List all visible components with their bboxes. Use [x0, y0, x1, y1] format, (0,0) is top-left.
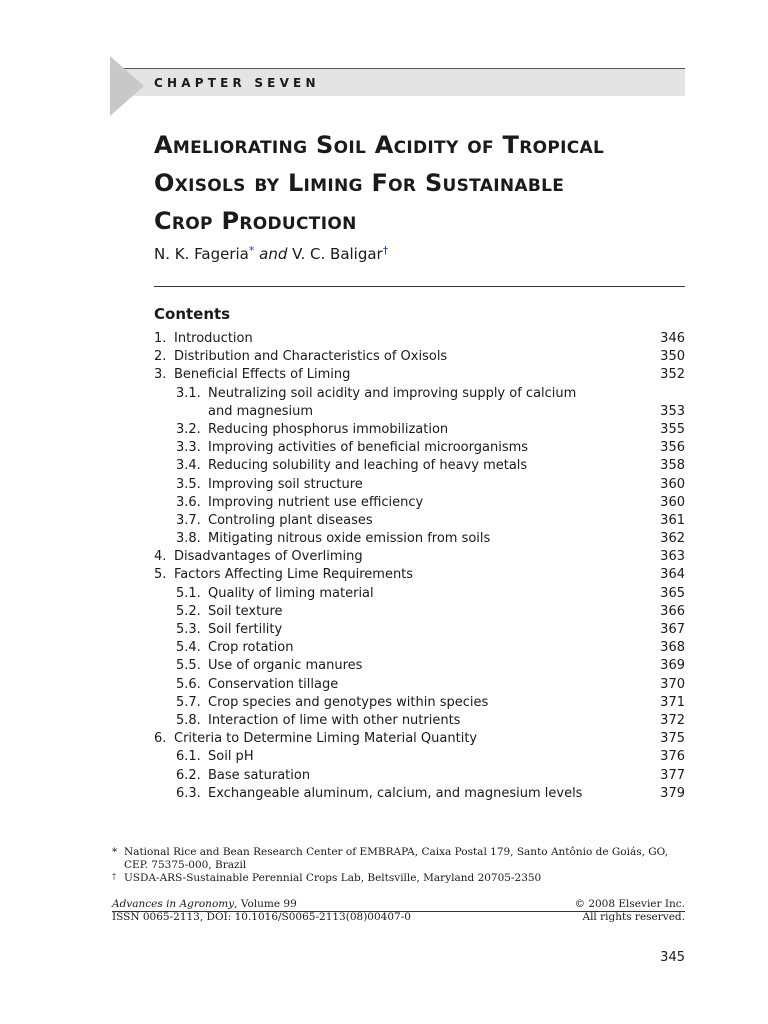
- article-title: [154, 126, 694, 240]
- toc-entry-label: Interaction of lime with other nutrients: [208, 712, 461, 728]
- chapter-label: CHAPTER SEVEN: [154, 76, 320, 90]
- toc-entry-number: 3.6.: [176, 494, 201, 510]
- toc-entry-label: Criteria to Determine Liming Material Quantity: [174, 731, 478, 747]
- toc-entry-number: 4.: [154, 549, 167, 565]
- toc-entry: [154, 767, 685, 785]
- journal-volume: , Volume 99: [234, 898, 297, 910]
- chapter-arrow-icon: [110, 56, 144, 116]
- toc-entry-number: 6.2.: [176, 767, 201, 783]
- imprint-row: [112, 898, 685, 911]
- toc-entry: [154, 730, 685, 748]
- toc-entry-number: 1.: [154, 331, 167, 346]
- toc-entry-page: 360: [660, 494, 685, 510]
- footnote-text: USDA-ARS-Sustainable Perennial Crops Lab, Beltsville, Maryland 20705-2350: [124, 872, 542, 884]
- toc-entry-label: Soil fertility: [208, 622, 283, 637]
- toc-entry: [154, 585, 685, 603]
- table-of-contents: [154, 330, 685, 803]
- toc-entry-page: 376: [660, 749, 685, 765]
- toc-entry-number: 3.7.: [176, 512, 201, 528]
- toc-entry-label: Crop rotation: [208, 640, 294, 656]
- title-line: Oxisols by Liming For Sustainable: [154, 169, 565, 197]
- toc-entry-label: Introduction: [174, 331, 253, 346]
- copyright-notice: © 2008 Elsevier Inc.: [574, 898, 685, 910]
- footnote-symbol: *: [112, 846, 118, 858]
- author-conjunction: and: [259, 245, 288, 263]
- toc-entry-page: 363: [660, 549, 685, 565]
- toc-entry-page: 353: [660, 403, 685, 419]
- toc-entry-label: Factors Affecting Lime Requirements: [174, 567, 414, 583]
- toc-entry: [154, 621, 685, 639]
- toc-entry: [154, 657, 685, 675]
- toc-entry-label: Controling plant diseases: [208, 512, 373, 528]
- toc-entry-page: 369: [660, 658, 685, 674]
- toc-entry-label: Exchangeable aluminum, calcium, and magnesium levels: [208, 785, 583, 801]
- footnote: [112, 872, 685, 885]
- toc-entry-number: 3.3.: [176, 440, 201, 456]
- toc-entry-page: 360: [660, 476, 685, 492]
- footnote: [112, 846, 685, 872]
- rights-notice: All rights reserved.: [582, 911, 685, 923]
- toc-entry: [154, 748, 685, 766]
- footnotes: [112, 846, 685, 885]
- toc-entry-number: 5.1.: [176, 585, 201, 601]
- toc-entry-page: 375: [660, 731, 685, 747]
- footnote-text: National Rice and Bean Research Center of EMBRAPA, Caixa Postal 179, Santo Antônio de Goiás, GO, CEP. 75375-000, Brazil: [124, 846, 668, 871]
- toc-entry-label: and magnesium: [208, 403, 313, 419]
- toc-entry: [154, 785, 685, 803]
- toc-entry-label: Neutralizing soil acidity and improving supply of calcium: [208, 385, 577, 401]
- toc-entry: [154, 548, 685, 566]
- affiliation-marker: *: [248, 244, 255, 257]
- toc-entry-page: 352: [660, 367, 685, 383]
- toc-entry-page: 365: [660, 585, 685, 601]
- toc-entry-page: 355: [660, 421, 685, 437]
- toc-entry-label: Improving nutrient use efficiency: [208, 494, 424, 510]
- toc-entry-page: 362: [660, 531, 685, 547]
- toc-entry: [154, 676, 685, 694]
- toc-entry-label: Improving soil structure: [208, 476, 363, 492]
- toc-entry-page: 377: [660, 767, 685, 783]
- toc-entry-page: 361: [660, 512, 685, 528]
- toc-entry-label: Mitigating nitrous oxide emission from soils: [208, 531, 491, 547]
- toc-entry-number: 3.: [154, 367, 167, 383]
- toc-entry: [154, 421, 685, 439]
- affiliation-marker: †: [382, 244, 389, 257]
- toc-entry: [154, 639, 685, 657]
- title-line: Ameliorating Soil Acidity of Tropical: [154, 131, 605, 159]
- imprint-row: [112, 911, 685, 924]
- toc-entry-number: 5.7.: [176, 694, 201, 710]
- toc-entry: [154, 330, 685, 348]
- toc-entry-number: 5.3.: [176, 622, 201, 637]
- toc-entry-number: 5.5.: [176, 658, 201, 674]
- toc-entry: [154, 712, 685, 730]
- author-name: V. C. Baligar: [292, 245, 383, 263]
- toc-entry-number: 2.: [154, 349, 167, 365]
- toc-entry-page: 370: [660, 676, 685, 692]
- title-line: Crop Production: [154, 207, 357, 235]
- toc-entry-page: 364: [660, 567, 685, 583]
- toc-entry-number: 3.2.: [176, 421, 201, 437]
- toc-entry-number: 6.: [154, 731, 167, 747]
- toc-entry-label: Soil texture: [208, 603, 283, 619]
- toc-entry-page: 358: [660, 458, 685, 474]
- toc-entry: [154, 476, 685, 494]
- toc-entry-number: 5.: [154, 567, 167, 583]
- toc-entry: [154, 348, 685, 366]
- toc-entry: [154, 385, 685, 403]
- toc-entry: [154, 603, 685, 621]
- toc-entry-page: 367: [660, 622, 685, 637]
- toc-entry-label: Reducing solubility and leaching of heavy metals: [208, 458, 528, 474]
- toc-entry: [154, 494, 685, 512]
- toc-entry-page: 368: [660, 640, 685, 656]
- toc-entry-page: 350: [660, 349, 685, 365]
- toc-entry-number: 6.1.: [176, 749, 201, 765]
- toc-entry: [154, 512, 685, 530]
- toc-entry-label: Base saturation: [208, 767, 311, 783]
- toc-entry-number: 3.1.: [176, 385, 201, 401]
- toc-entry-label: Use of organic manures: [208, 658, 363, 674]
- issn-doi: ISSN 0065-2113, DOI: 10.1016/S0065-2113(08)00407-0: [112, 911, 411, 923]
- toc-entry-page: 372: [660, 712, 685, 728]
- contents-heading: Contents: [154, 305, 231, 323]
- toc-entry-label: Reducing phosphorus immobilization: [208, 421, 449, 437]
- toc-entry-number: 3.8.: [176, 531, 201, 547]
- toc-entry-label: Quality of liming material: [208, 585, 374, 601]
- toc-entry-page: 366: [660, 603, 685, 619]
- toc-entry-page: 371: [660, 694, 685, 710]
- toc-entry-number: 5.6.: [176, 676, 201, 692]
- toc-entry-label: Distribution and Characteristics of Oxisols: [174, 349, 448, 365]
- toc-entry-number: 5.2.: [176, 603, 201, 619]
- toc-entry-number: 5.4.: [176, 640, 201, 656]
- page-number: 345: [660, 950, 685, 965]
- imprint-divider: [112, 911, 685, 912]
- toc-entry: [154, 566, 685, 584]
- toc-entry-number: 5.8.: [176, 712, 201, 728]
- toc-entry: [154, 366, 685, 384]
- author-name: N. K. Fageria: [154, 245, 249, 263]
- toc-entry-page: 356: [660, 440, 685, 456]
- chapter-banner: [110, 68, 685, 96]
- toc-entry: [154, 457, 685, 475]
- toc-entry-number: 3.4.: [176, 458, 201, 474]
- toc-entry-page: 346: [660, 331, 685, 346]
- toc-entry-page: 379: [660, 785, 685, 801]
- toc-entry: [154, 530, 685, 548]
- toc-entry-label: Beneficial Effects of Liming: [174, 367, 351, 383]
- journal-citation: [112, 898, 297, 911]
- footnote-symbol: †: [112, 872, 116, 881]
- journal-name: Advances in Agronomy: [112, 898, 235, 910]
- toc-entry-number: 3.5.: [176, 476, 201, 492]
- header-divider: [154, 286, 685, 287]
- toc-entry-label: Disadvantages of Overliming: [174, 549, 363, 565]
- toc-entry-number: 6.3.: [176, 785, 201, 801]
- toc-entry: [154, 403, 685, 421]
- toc-entry: [154, 439, 685, 457]
- author-line: [154, 244, 388, 263]
- toc-entry-label: Soil pH: [208, 749, 254, 765]
- toc-entry-label: Conservation tillage: [208, 676, 339, 692]
- toc-entry-label: Improving activities of beneficial microorganisms: [208, 440, 529, 456]
- toc-entry-label: Crop species and genotypes within species: [208, 694, 489, 710]
- toc-entry: [154, 694, 685, 712]
